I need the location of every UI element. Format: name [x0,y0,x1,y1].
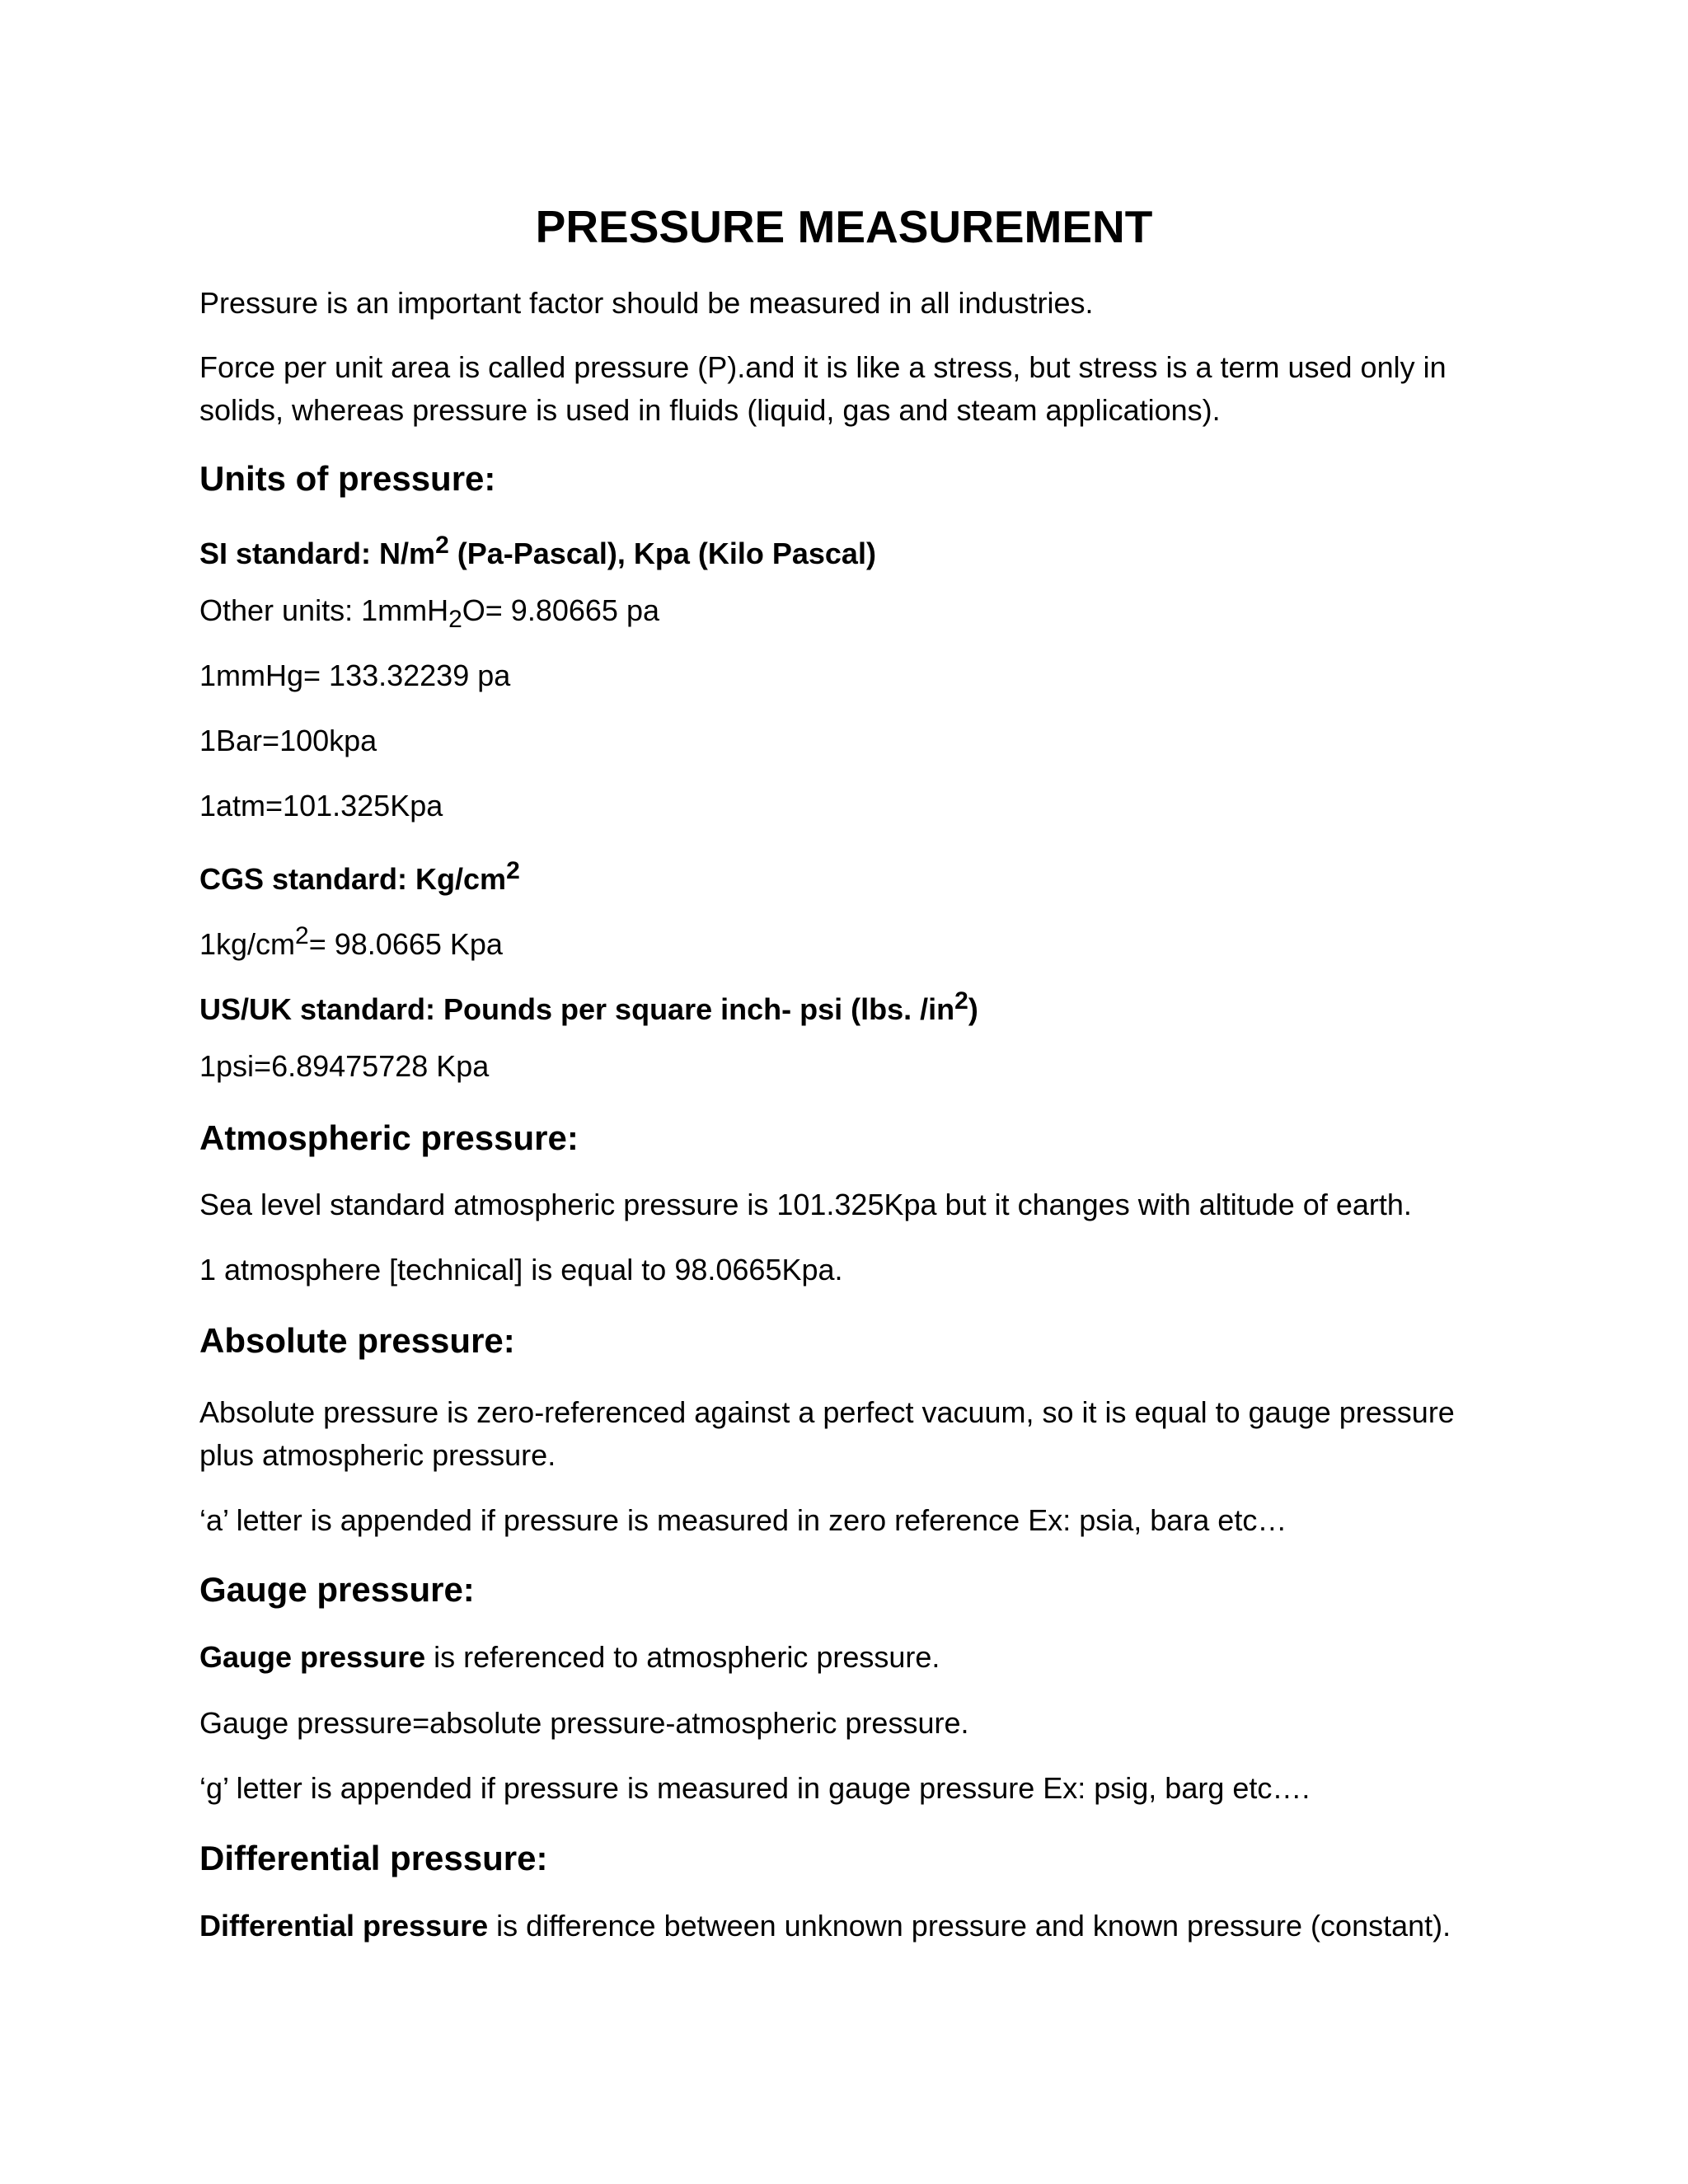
kgcm-text: 1kg/cm [199,927,296,961]
atm-line: 1atm=101.325Kpa [199,789,443,823]
kgcm-superscript: 2 [295,922,309,949]
kgcm-line [199,915,1502,966]
si-standard-rest: (Pa-Pascal), Kpa (Kilo Pascal) [448,537,876,570]
si-standard-text: SI standard: N/m [199,537,436,570]
cgs-standard-line [199,850,1502,901]
other-units-rest: O= 9.80665 pa [462,593,659,627]
gauge-paragraph-2: Gauge pressure=absolute pressure-atmospheric pressure. [199,1706,969,1740]
atmospheric-heading: Atmospheric pressure: [199,1118,579,1157]
us-uk-superscript: 2 [954,987,968,1015]
other-units-subscript: 2 [448,606,462,634]
cgs-superscript: 2 [506,857,520,884]
other-units-line [199,589,1502,641]
cgs-standard-text: CGS standard: Kg/cm [199,862,507,896]
other-units-text: Other units: 1mmH [199,593,449,627]
definition-paragraph-line-1: Force per unit area is called pressure (P).and it is like a stress, but stress is a term used only in [199,350,1447,384]
differential-term: Differential pressure [199,1909,489,1943]
absolute-heading: Absolute pressure: [199,1321,515,1360]
intro-paragraph: Pressure is an important factor should be measured in all industries. [199,286,1094,320]
us-uk-standard-rest: ) [968,992,978,1026]
atmospheric-paragraph-1: Sea level standard atmospheric pressure is 101.325Kpa but it changes with altitude of earth. [199,1188,1412,1221]
si-superscript: 2 [435,532,449,559]
atmospheric-paragraph-2: 1 atmosphere [technical] is equal to 98.0665Kpa. [199,1253,843,1286]
differential-paragraph [199,1905,1502,1947]
absolute-paragraph-2: ‘a’ letter is appended if pressure is measured in zero reference Ex: psia, bara etc… [199,1503,1287,1537]
psi-line: 1psi=6.89475728 Kpa [199,1049,490,1083]
si-standard-line [199,524,1502,575]
definition-paragraph-line-2: solids, whereas pressure is used in fluids (liquid, gas and steam applications). [199,393,1221,427]
us-uk-standard-text: US/UK standard: Pounds per square inch- psi (lbs. /in [199,992,955,1026]
differential-definition: is difference between unknown pressure and known pressure (constant). [488,1909,1451,1943]
units-heading: Units of pressure: [199,459,496,498]
kgcm-rest: = 98.0665 Kpa [308,927,503,961]
gauge-paragraph-3: ‘g’ letter is appended if pressure is measured in gauge pressure Ex: psig, barg etc…. [199,1771,1311,1805]
differential-heading: Differential pressure: [199,1839,548,1877]
absolute-paragraph-line-1: Absolute pressure is zero-referenced against a perfect vacuum, so it is equal to gauge pressure [199,1395,1455,1429]
us-uk-standard-line [199,980,1502,1031]
absolute-paragraph-line-2: plus atmospheric pressure. [199,1438,556,1472]
bar-line: 1Bar=100kpa [199,724,377,757]
gauge-definition: is referenced to atmospheric pressure. [425,1640,940,1674]
page-title: PRESSURE MEASUREMENT [535,201,1153,252]
gauge-paragraph-1 [199,1636,1502,1679]
gauge-heading: Gauge pressure: [199,1570,475,1609]
gauge-term: Gauge pressure [199,1640,426,1674]
mmhg-line: 1mmHg= 133.32239 pa [199,658,511,692]
